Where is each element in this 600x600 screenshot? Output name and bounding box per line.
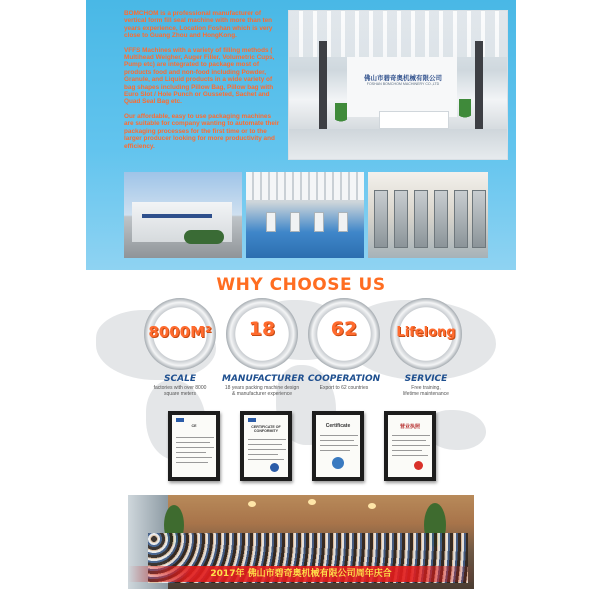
stat-value: Lifelong [396,325,456,340]
stat-name: SERVICE [404,374,448,384]
stat-name: MANUFACTURER [222,374,305,384]
stat-desc-line: & manufacturer experience [231,391,293,397]
stat-desc [386,385,466,397]
stat-scale [140,298,220,397]
certificate-generic [312,411,364,481]
anniversary-banner: 2017年 佛山市碧奇奥机械有限公司周年庆合 [128,566,474,582]
stat-ring [390,298,462,370]
company-sign-en: FOSHAN BOMCHOM MACHINERY CO.,LTD [366,82,440,86]
why-choose-us-heading: WHY CHOOSE US [216,275,386,295]
stat-ring [308,298,380,370]
stat-desc-line: factories with over 8000 [153,385,207,391]
machines-line-photo [368,172,488,258]
stat-value: 62 [330,318,358,340]
stat-value: 18 [248,318,276,340]
workshop-photo [246,172,364,258]
stat-desc [222,385,302,397]
certificate-ce [168,411,220,481]
stat-manufacturer [222,298,305,397]
certificate-business-license [384,411,436,481]
certificate-conformity [240,411,292,481]
factory-building-photo [124,172,242,258]
seal-icon [332,457,344,469]
certificate-title: CE [191,424,197,428]
company-intro-section [86,0,516,270]
certificates-row [168,411,438,483]
company-sign [355,73,451,91]
stat-ring [226,298,298,370]
intro-text [124,10,282,157]
stat-desc-line: square meters [164,391,196,397]
facility-photo-row [124,172,488,258]
stat-cooperation [304,298,384,391]
certificate-title: CERTIFICATE OF CONFORMITY [251,425,281,433]
seal-icon [270,463,279,472]
stat-name: SCALE [164,374,196,384]
stat-name: COOPERATION [307,374,381,384]
intro-paragraph-1: BOMCHOM is a professional manufacturer of vertical form fill seal machine with more than ten years experience, Location Foshan which is very close to Guang Zhou and HongKong. [124,10,273,40]
stats-row [140,298,470,418]
certificate-title: 营业执照 [399,424,420,430]
reception-desk [379,111,449,129]
intro-paragraph-2: VFFS Machines with a variety of filling methods ( Multihead Weigher, Auger Filler, Volumetric Cups, Pump etc) are integrated to package most of products food and non-food including Powder, Granule, and Liquid products in a wide variety of bag shapes including Pillow Bag, Pillow bag with Euro Slot / Hole Punch or Gusseted, Sachet and Quad Seal Bag etc. [124,46,275,106]
stat-desc-line: Export to 62 countries [319,385,369,391]
company-sign-cn: 佛山市碧奇奥机械有限公司 [364,75,442,82]
stat-desc [140,385,220,397]
office-reception-photo [288,10,508,160]
stat-service [386,298,466,397]
stat-desc [304,385,384,391]
plant-icon [335,103,347,129]
stat-value: 8000M² [148,323,212,341]
stat-desc-line: lifetime maintenance [403,391,449,397]
certificate-title: Certificate [325,423,351,429]
plant-icon [459,99,471,125]
stat-desc-line: Free training, [411,385,441,391]
intro-paragraph-3: Our affordable, easy to use packaging machines are suitable for company wanting to automate their packaging processes for the first time or to the larger producer looking for more productivity and efficiency. [124,112,280,150]
seal-icon [414,461,423,470]
stat-desc-line: 18 years packing machine design [224,385,300,391]
stat-ring [144,298,216,370]
